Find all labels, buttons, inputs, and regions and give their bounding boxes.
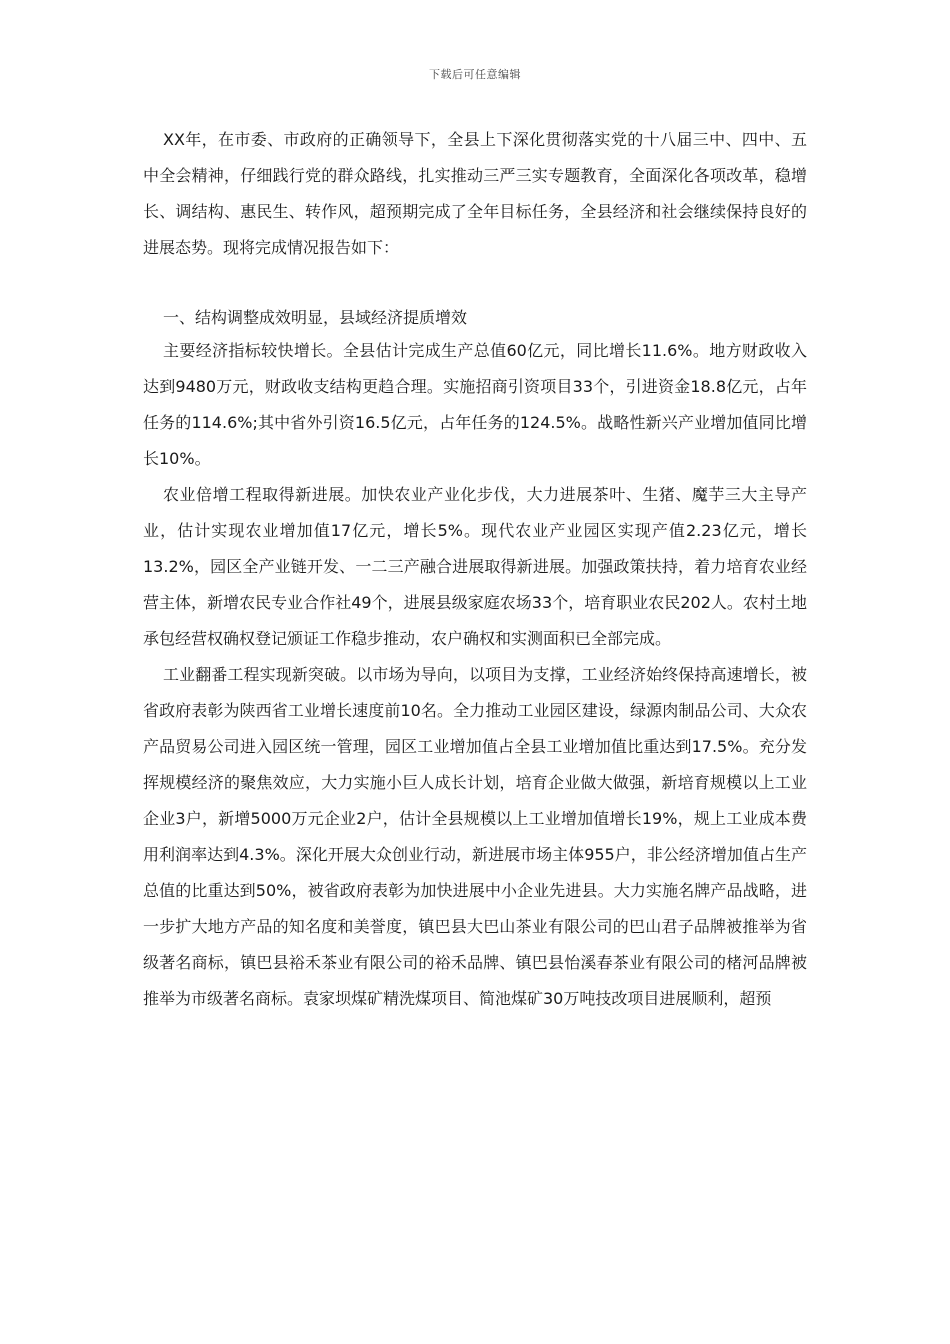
document-body bbox=[143, 122, 807, 1017]
paragraph-industry: 工业翻番工程实现新突破。以市场为导向，以项目为支撑，工业经济始终保持高速增长，被省政府表彰为陕西省工业增长速度前10名。全力推动工业园区建设，绿源肉制品公司、大众农产品贸易公司进入园区统一管理，园区工业增加值占全县工业增加值比重达到17.5%。充分发挥规模经济的聚焦效应，大力实施小巨人成长计划，培育企业做大做强，新培育规模以上工业企业3户，新增5000万元企业2户，估计全县规模以上工业增加值增长19%，规上工业成本费用利润率达到4.3%。深化开展大众创业行动，新进展市场主体955户，非公经济增加值占生产总值的比重达到50%，被省政府表彰为加快进展中小企业先进县。大力实施名牌产品战略，进一步扩大地方产品的知名度和美誉度，镇巴县大巴山茶业有限公司的巴山君子品牌被推举为省级著名商标，镇巴县裕禾茶业有限公司的裕禾品牌、镇巴县怡溪春茶业有限公司的楮河品牌被推举为市级著名商标。袁家坝煤矿精洗煤项目、简池煤矿30万吨技改项目进展顺利，超预 bbox=[143, 665, 807, 1008]
paragraph-agriculture: 农业倍增工程取得新进展。加快农业产业化步伐，大力进展茶叶、生猪、魔芋三大主导产业，估计实现农业增加值17亿元，增长5%。现代农业产业园区实现产值2.23亿元，增长13.2%，园区全产业链开发、一二三产融合进展取得新进展。加强政策扶持，着力培育农业经营主体，新增农民专业合作社49个，进展县级家庭农场33个，培育职业农民202人。农村土地承包经营权确权登记颁证工作稳步推动，农户确权和实测面积已全部完成。 bbox=[143, 485, 807, 648]
page-header: 下载后可任意编辑 bbox=[429, 68, 521, 81]
paragraph-economic-indicators: 主要经济指标较快增长。全县估计完成生产总值60亿元，同比增长11.6%。地方财政收入达到9480万元，财政收支结构更趋合理。实施招商引资项目33个，引进资金18.8亿元，占年任务的114.6%;其中省外引资16.5亿元，占年任务的124.5%。战略性新兴产业增加值同比增长10%。 bbox=[143, 341, 807, 468]
intro-paragraph: XX年，在市委、市政府的正确领导下，全县上下深化贯彻落实党的十八届三中、四中、五中全会精神，仔细践行党的群众路线，扎实推动三严三实专题教育，全面深化各项改革，稳增长、调结构、惠民生、转作风，超预期完成了全年目标任务，全县经济和社会继续保持良好的进展态势。现将完成情况报告如下： bbox=[143, 130, 807, 257]
section-heading: 一、结构调整成效明显，县域经济提质增效 bbox=[163, 308, 468, 327]
